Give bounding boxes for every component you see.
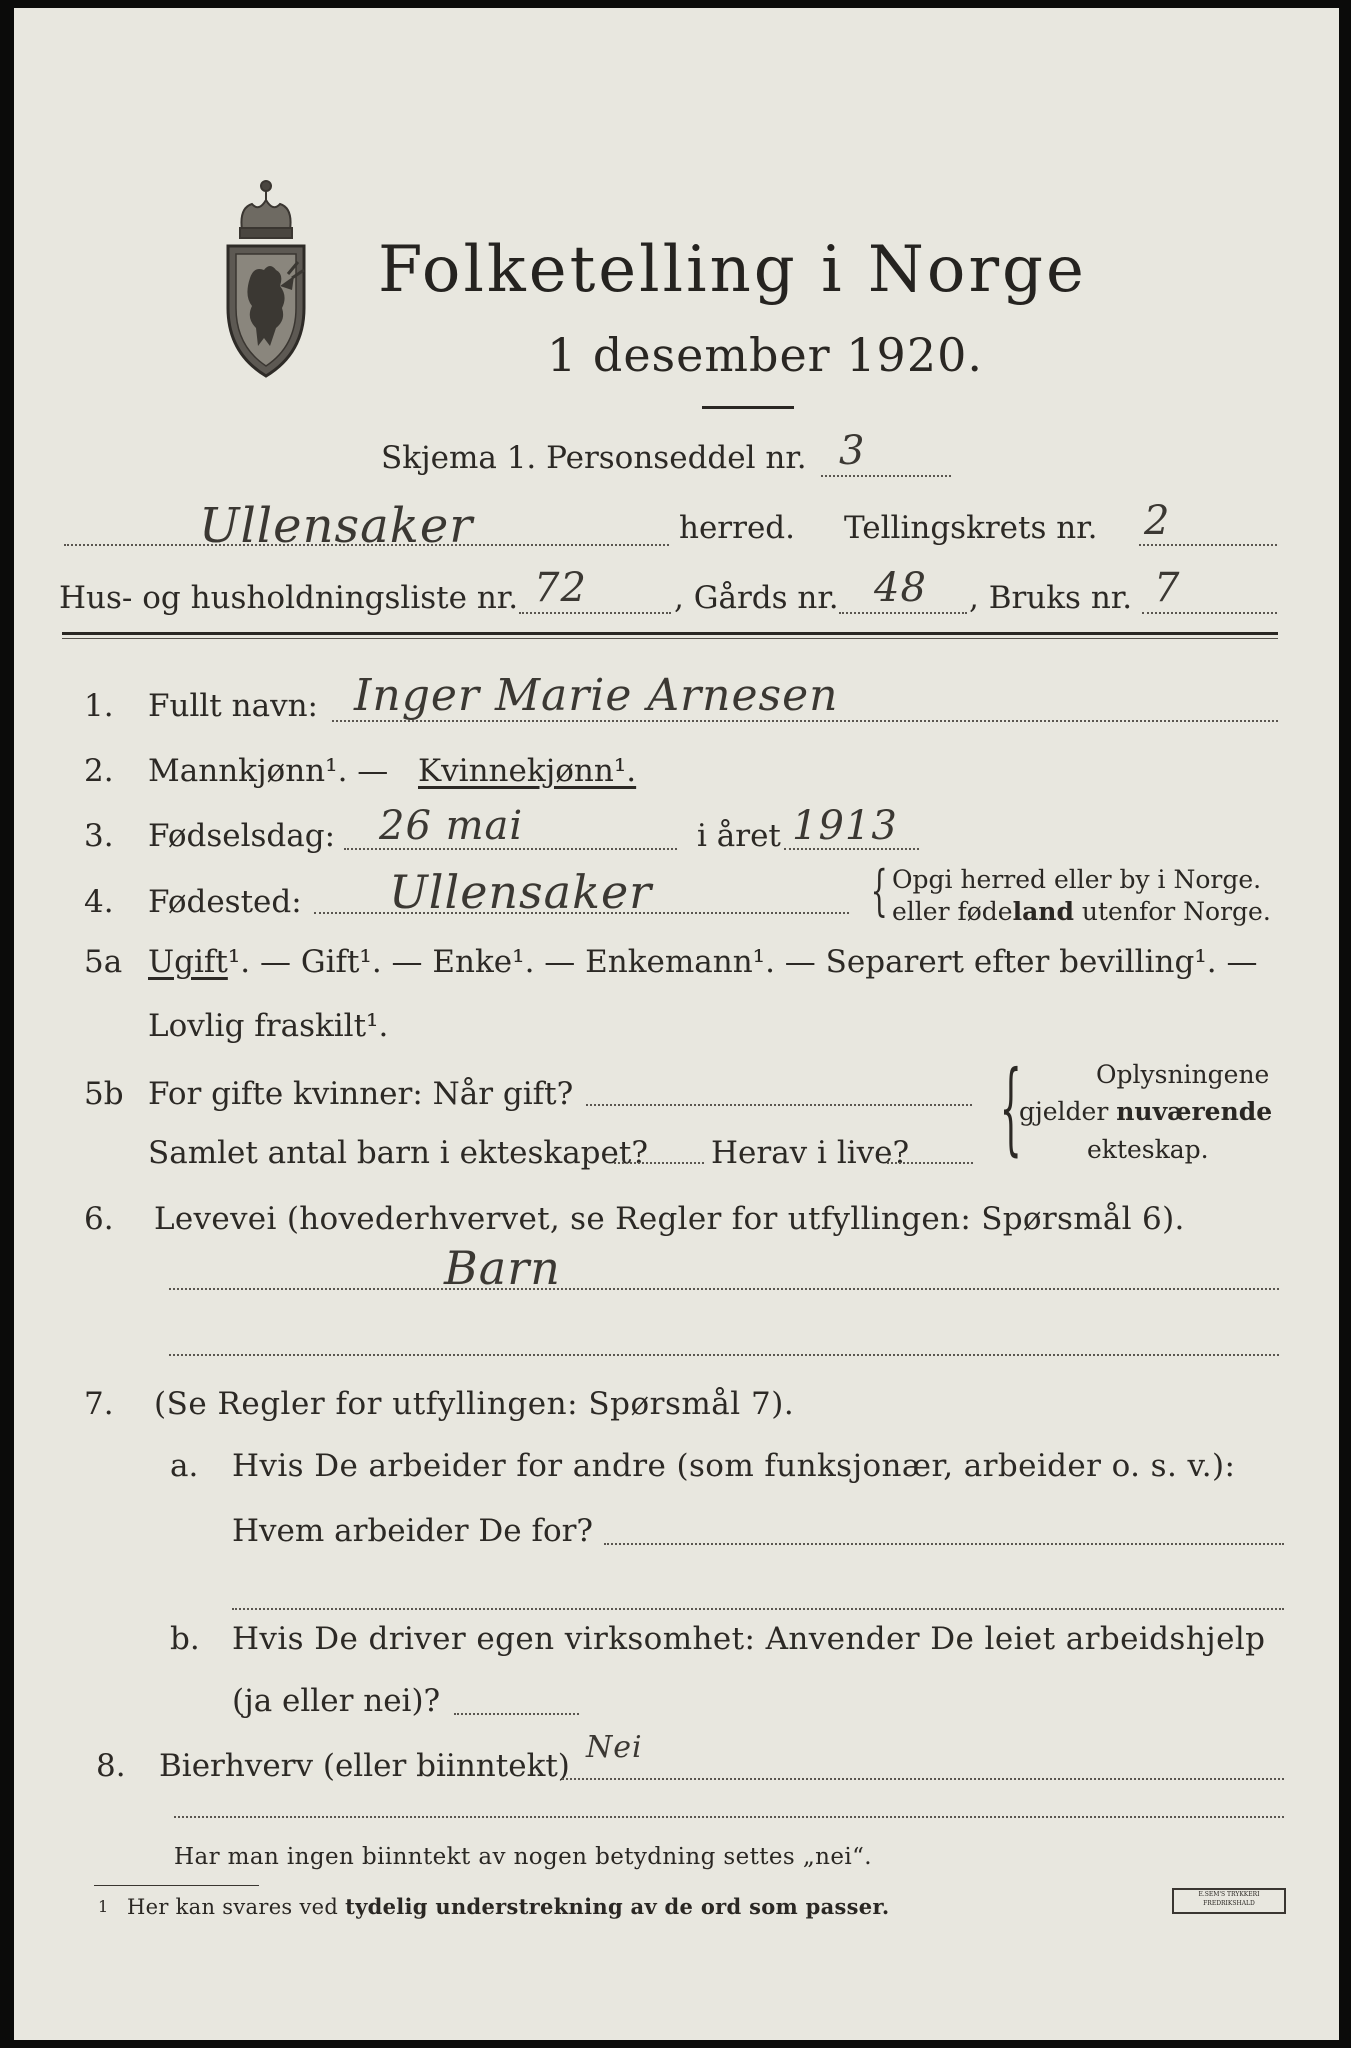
q5b-line2b: Herav i live?: [711, 1135, 910, 1171]
q7a-employer-line: [604, 1543, 1284, 1545]
q7b-line2: (ja eller nei)?: [232, 1683, 441, 1719]
bruks-value: 7: [1154, 565, 1181, 611]
herred-label: herred.: [679, 510, 795, 546]
q3-year-label: i året: [697, 818, 781, 854]
footnote-text-a: Her kan svares ved: [127, 1895, 346, 1919]
q7b-answer-line: [454, 1713, 579, 1715]
household-list-label: Hus- og husholdningsliste nr.: [59, 580, 519, 616]
q5a-line1: [148, 944, 1257, 980]
q8-value: Nei: [586, 1730, 643, 1765]
bruks-line: [1142, 612, 1277, 614]
household-list-line: [519, 612, 671, 614]
q7a-number: a.: [170, 1448, 199, 1484]
census-form-page: [14, 8, 1339, 2040]
q6-line1: [169, 1288, 1279, 1290]
q7-number: 7.: [84, 1386, 114, 1422]
q7a-line2: Hvem arbeider De for?: [232, 1513, 594, 1549]
q8-line1: [562, 1778, 1284, 1780]
q6-number: 6.: [84, 1201, 114, 1237]
q5a-options: ¹. — Gift¹. — Enke¹. — Enkemann¹. — Separert efter bevilling¹. —: [227, 944, 1258, 980]
q5b-note1: Oplysningene: [1096, 1060, 1270, 1089]
q6-value: Barn: [444, 1241, 561, 1295]
q6-line2: [169, 1354, 1279, 1356]
tellingskrets-value: 2: [1144, 498, 1171, 544]
q7a-line1: Hvis De arbeider for andre (som funksjonær, arbeider o. s. v.):: [232, 1448, 1236, 1484]
norwegian-coat-of-arms-icon: [214, 178, 319, 383]
tellingskrets-line: [1139, 544, 1277, 546]
footnote-rule: [94, 1885, 259, 1886]
q4-number: 4.: [84, 884, 114, 920]
q1-label: Fullt navn:: [148, 688, 318, 724]
gards-value: 48: [874, 565, 927, 611]
q4-value: Ullensaker: [389, 865, 653, 919]
footnote-text-bold: tydelig understrekning av de ord som passer.: [345, 1894, 890, 1919]
q7b-line1: Hvis De driver egen virksomhet: Anvender De leiet arbeidshjelp: [232, 1621, 1266, 1657]
q5a-line2: Lovlig fraskilt¹.: [148, 1008, 389, 1044]
printer-mark: E.SEM'S TRYKKERI FREDRIKSHALD: [1172, 1888, 1286, 1914]
q5a-number: 5a: [84, 944, 123, 980]
herred-value: Ullensaker: [199, 498, 474, 554]
q5b-number: 5b: [84, 1076, 124, 1112]
q4-note-line2: [892, 897, 1271, 926]
q7-label: (Se Regler for utfyllingen: Spørsmål 7).: [154, 1386, 795, 1422]
q5b-line1: For gifte kvinner: Når gift?: [148, 1076, 574, 1112]
title-divider: [702, 406, 794, 409]
q8-number: 8.: [96, 1748, 126, 1784]
q2-male: Mannkjønn¹. —: [148, 753, 389, 789]
q5b-note2-a: gjelder: [1019, 1097, 1117, 1126]
q5b-brace: {: [999, 1049, 1022, 1166]
gards-label: , Gårds nr.: [674, 580, 839, 616]
schema-label: Skjema 1. Personseddel nr.: [381, 440, 807, 476]
header-divider-thin: [62, 638, 1278, 639]
q5b-children-line: [614, 1162, 704, 1164]
census-date: 1 desember 1920.: [547, 328, 983, 382]
nei-note: Har man ingen biinntekt av nogen betydning settes „nei“.: [174, 1844, 872, 1870]
page-title: Folketelling i Norge: [378, 233, 1087, 307]
q3-number: 3.: [84, 818, 114, 854]
q2-number: 2.: [84, 753, 114, 789]
q4-note-line2-a: eller føde: [892, 897, 1013, 926]
q4-note-line2-b: utenfor Norge.: [1073, 897, 1271, 926]
q4-note-line1: Opgi herred eller by i Norge.: [892, 865, 1262, 894]
q4-brace: {: [870, 859, 888, 922]
q2-female: Kvinnekjønn¹.: [418, 753, 637, 789]
q4-note-line2-bold: land: [1012, 897, 1074, 926]
footnote-mark: 1: [98, 1897, 109, 1916]
q7a-extra-line: [232, 1608, 1284, 1610]
q5b-alive-line: [887, 1162, 973, 1164]
q4-label: Fødested:: [148, 884, 302, 920]
q1-number: 1.: [84, 688, 114, 724]
tellingskrets-label: Tellingskrets nr.: [844, 510, 1098, 546]
q1-value: Inger Marie Arnesen: [354, 670, 839, 721]
schema-number-value: 3: [839, 428, 866, 474]
q6-label: Levevei (hovederhvervet, se Regler for utfyllingen: Spørsmål 6).: [154, 1201, 1185, 1237]
q5b-note2: [1019, 1097, 1272, 1126]
household-list-value: 72: [534, 565, 587, 611]
q3-year-value: 1913: [792, 803, 898, 849]
gards-line: [839, 612, 967, 614]
q7b-number: b.: [170, 1621, 200, 1657]
schema-number-line: [821, 475, 951, 477]
footnote-text: [127, 1894, 890, 1919]
bruks-label: , Bruks nr.: [969, 580, 1133, 616]
q5b-line2a: Samlet antal barn i ekteskapet?: [148, 1135, 648, 1171]
q5b-note2-bold: nuværende: [1116, 1097, 1273, 1126]
q3-label: Fødselsdag:: [148, 818, 336, 854]
q5b-note3: ekteskap.: [1087, 1135, 1209, 1164]
q3-value: 26 mai: [379, 803, 524, 849]
q5b-married-line: [586, 1104, 972, 1106]
q8-label: Bierhverv (eller biinntekt): [159, 1748, 570, 1784]
header-divider: [62, 632, 1278, 635]
q5a-ugift: Ugift: [148, 944, 228, 980]
q8-line2: [174, 1816, 1284, 1818]
